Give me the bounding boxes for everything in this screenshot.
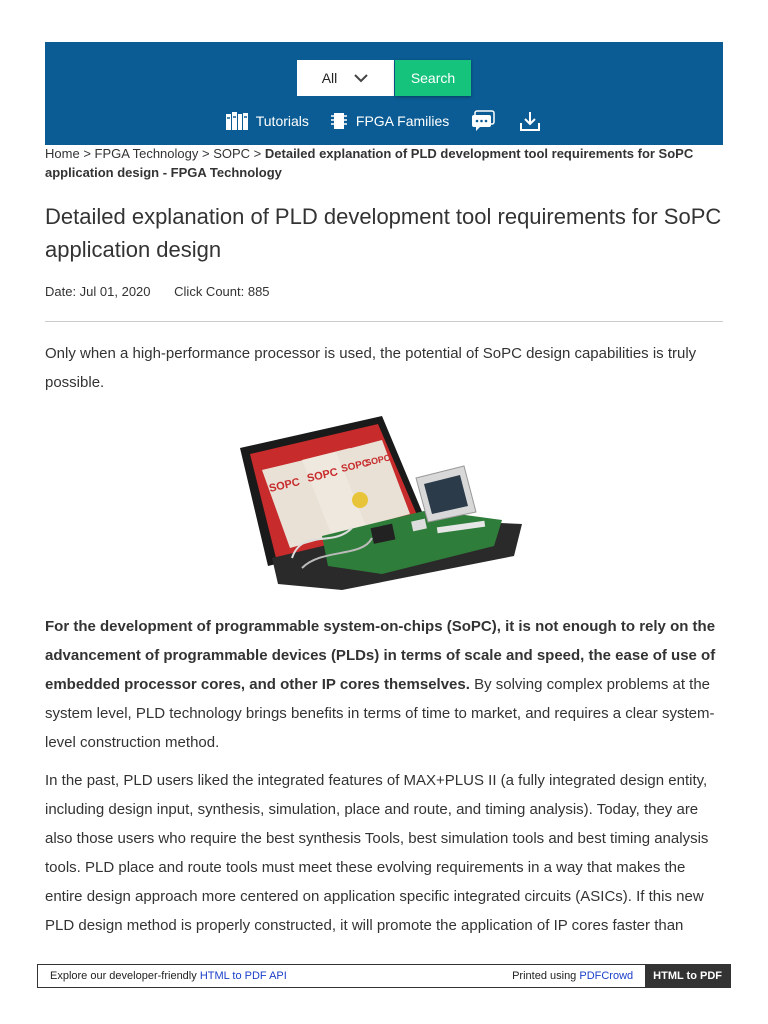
chat-icon <box>471 110 495 132</box>
category-select[interactable] <box>297 60 394 96</box>
breadcrumb-separator: > <box>83 146 91 161</box>
manual-label: SOPC <box>267 476 302 495</box>
breadcrumb-current: Detailed explanation of PLD development tool requirements for SoPC application design - FPGA Technology <box>45 146 694 180</box>
breadcrumb <box>45 144 725 182</box>
footer-printed-text <box>512 970 645 982</box>
footer-api-link[interactable]: HTML to PDF API <box>199 970 287 982</box>
article-paragraph: In the past, PLD users liked the integrated features of MAX+PLUS II (a fully integrated design entity, including design input, synthesis, simulation, place and route, and timing analysis). Today, they are also those users who require the best synthesis Tools, best simulation tools and best timing analysis tools. PLD place and route tools must meet these evolving requirements in a way that makes the entire design approach more centered on application specific integrated circuits (ASICs). If this new PLD design method is properly constructed, it will promote the application of IP cores faster than <box>45 772 709 934</box>
nav-item-chat[interactable] <box>471 110 495 132</box>
article-meta <box>45 284 270 299</box>
footer-html-to-pdf-button[interactable]: HTML to PDF <box>645 965 730 987</box>
divider <box>45 321 723 322</box>
nav-item-download[interactable] <box>519 110 541 132</box>
search-bar <box>297 60 471 96</box>
sopc-dev-kit-image <box>232 408 528 592</box>
download-icon <box>519 110 541 132</box>
breadcrumb-sopc[interactable]: SOPC <box>213 146 251 161</box>
article-paragraph-text: By solving complex problems at the system level, PLD technology brings benefits in terms of time to market, and requires a clear system-level construction method. <box>45 676 715 751</box>
manual-label: SOPC <box>340 457 371 475</box>
chip-icon <box>329 111 349 131</box>
breadcrumb-separator: > <box>253 146 262 161</box>
nav-label-tutorials: Tutorials <box>255 113 309 129</box>
article-paragraph-emphasis: For the development of programmable system-on-chips (SoPC), it is not enough to rely on the advancement of programmable devices (PLDs) in terms of scale and speed, the ease of use of embedded processor cores, and other IP cores themselves. <box>45 618 716 693</box>
article-paragraph: Only when a high-performance processor is used, the potential of SoPC design capabilities is truly possible. <box>45 345 697 391</box>
footer-explore-text <box>38 970 512 982</box>
footer-pdfcrowd-link[interactable]: PDFCrowd <box>579 970 634 982</box>
breadcrumb-home[interactable]: Home <box>45 146 80 161</box>
page-title: Detailed explanation of PLD development tool requirements for SoPC application design <box>45 204 722 262</box>
article-date: Date: Jul 01, 2020 <box>45 284 151 299</box>
breadcrumb-fpga-technology[interactable]: FPGA Technology <box>94 146 199 161</box>
main-nav <box>45 110 723 132</box>
article-paragraph <box>45 612 725 757</box>
footer-explore-label: Explore our developer-friendly <box>50 970 200 982</box>
manual-label: SOPC <box>364 452 392 468</box>
search-button[interactable]: Search <box>395 60 471 96</box>
pdf-footer-banner <box>37 964 731 988</box>
books-icon <box>225 111 249 131</box>
chevron-down-icon <box>353 73 369 83</box>
nav-label-fpga-families: FPGA Families <box>355 113 450 129</box>
nav-item-tutorials[interactable] <box>225 111 309 131</box>
footer-printed-label: Printed using <box>512 970 580 982</box>
category-select-value: All <box>321 70 338 86</box>
nav-item-fpga-families[interactable] <box>329 111 449 131</box>
site-header <box>45 42 723 145</box>
manual-label: SOPC <box>305 466 340 485</box>
article-click-count: Click Count: 885 <box>174 284 270 299</box>
breadcrumb-separator: > <box>201 146 210 161</box>
